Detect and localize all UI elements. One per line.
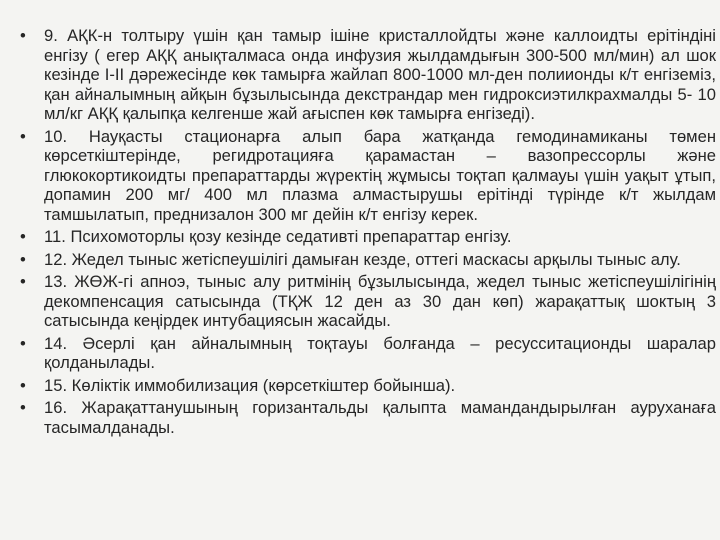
bullet-icon: • [20,272,26,291]
bullet-icon: • [20,398,26,417]
bullet-icon: • [20,26,26,45]
list-item-text: 10. Науқасты стационарға алып бара жатқанда гемодинамиканы төмен көрсеткіштерінде, регидротацияға қарамастан – вазопрессорлы және глюкокортикоидты препараттарды жүректің жұмысы тоқтап қалмауы үшін уақыт ұтып, допамин 200 мг/ 400 мл плазма алмастырушы ерітінді түрінде к/т жылдам тамшылатып, преднизалон 300 мг дейін к/т енгізу керек. [44,126,716,224]
list-item-text: 13. ЖӨЖ-гі апноэ, тыныс алу ритмінің бұзылысында, жедел тыныс жетіспеушілігінің декомпенсация сатысында (ТҚЖ 12 ден аз 30 дан көп) жарақаттық шоктың 3 сатысында кеңірдек интубациясын жасайды. [44,272,716,330]
bullet-icon: • [20,126,26,146]
bullet-list [20,26,716,440]
list-item-text: 9. АҚК-н толтыру үшін қан тамыр ішіне кристаллойдты және каллоидты ерітіндіні енгізу ( егер АҚҚ анықталмаса онда инфузия жылдамдығын 300-500 мл/мин) ал шок кезінде І-ІІ дәрежесінде көк тамырға жайлап 800-1000 мл-ден полиионды к/т енгіземіз, қан айналымның айқын бұзылысында декстрандар мен гидроксиэтилкрахмалды 5- 10 мл/кг АҚҚ қалыпқа келгенше жай ағыспен көк тамырға енгізеді). [44,26,716,123]
list-item-text: 15. Көліктік иммобилизация (көрсеткіштер бойынша). [44,375,456,395]
bullet-icon: • [20,375,26,395]
list-item-text: 11. Психомоторлы қозу кезінде седативті препараттар енгізу. [44,227,512,246]
list-item-14 [20,334,716,373]
list-item-9 [20,26,716,124]
list-item-16 [20,398,716,437]
bullet-icon: • [20,227,26,246]
list-item-text: 16. Жарақаттанушының горизантальды қалыпта мамандандырылған ауруханаға тасымалданады. [44,398,716,437]
list-item-text: 12. Жедел тыныс жетіспеушілігі дамыған кезде, оттегі маскасы арқылы тыныс алу. [44,249,681,269]
list-item-10 [20,127,716,225]
list-item-12 [20,250,716,270]
bullet-icon: • [20,249,26,269]
list-item-13 [20,272,716,331]
list-item-15 [20,376,716,396]
list-item-text: 14. Әсерлі қан айналымның тоқтауы болғанда – ресусситационды шаралар қолданылады. [44,333,716,372]
list-item-11 [20,227,716,247]
bullet-icon: • [20,333,26,353]
